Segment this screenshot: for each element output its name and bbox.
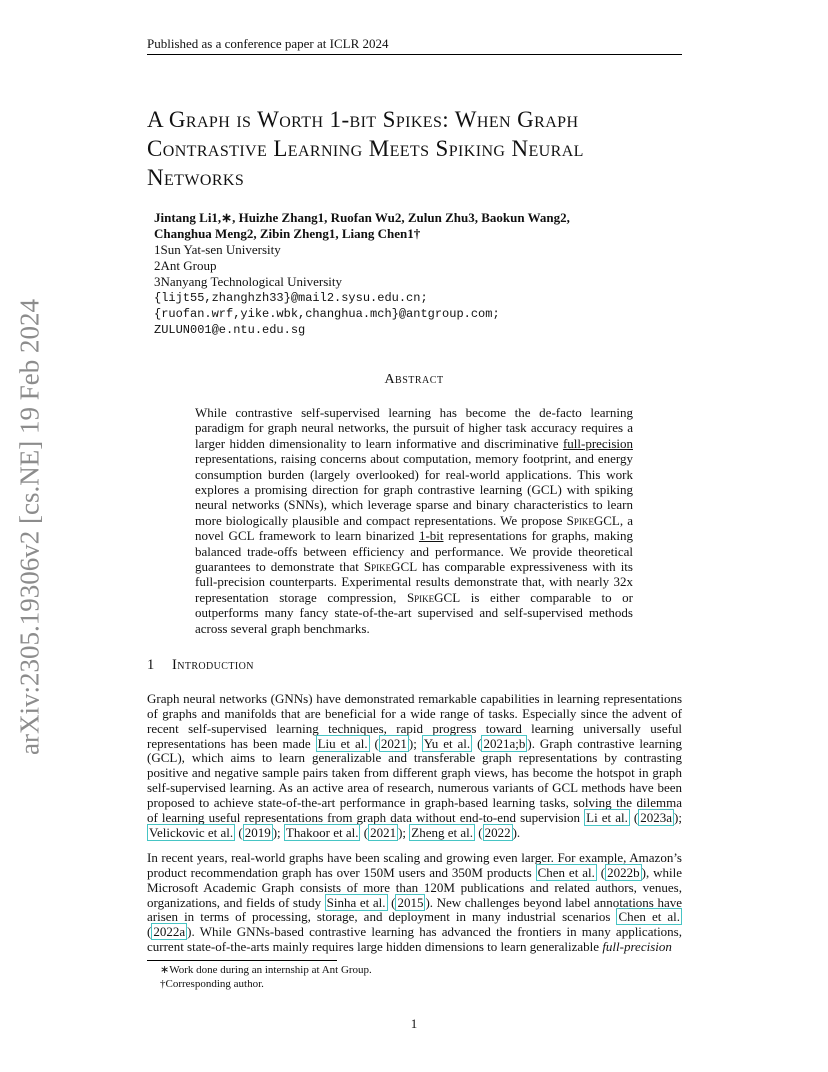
title-line: Contrastive Learning Meets Spiking Neural <box>147 136 584 161</box>
citation-link[interactable]: 2021 <box>370 824 397 840</box>
author-line: Jintang Li1,∗, Huizhe Zhang1, Ruofan Wu2, Zulun Zhu3, Baokun Wang2, <box>154 210 570 225</box>
running-header: Published as a conference paper at ICLR 2024 <box>147 36 389 51</box>
title-line: A Graph is Worth 1-bit Spikes: When Graph <box>147 107 579 132</box>
citation-link[interactable]: Thakoor et al. <box>285 824 359 840</box>
arxiv-sidebar <box>0 0 60 1072</box>
author-line: Changhua Meng2, Zibin Zheng1, Liang Chen1† <box>154 226 421 241</box>
footnote: †Corresponding author. <box>160 978 264 990</box>
citation-link[interactable]: 2015 <box>397 894 424 910</box>
citation-link[interactable]: Chen et al. <box>537 864 595 880</box>
abstract-heading: Abstract <box>384 372 444 387</box>
method-name: SpikeGCL <box>406 589 461 605</box>
abstract-text: While contrastive self-supervised learning has become the de-facto learning paradigm for graph neural networks, the pursuit of higher task accuracy requires a larger hidden dimensionality to learn informative and discriminative full-precision representations, raising concerns about computation, memory footprint, and energy consumption burden (largely overlooked) for real-world applications. This work explores a promising direction for graph contrastive learning (GCL) with spiking neural networks (SNNs), which leverage sparse and binary characteristics to learn more biologically plausible and compact representations. We propose SpikeGCL, a novel GCL framework to learn binarized 1-bit representations for graphs, making balanced trade-offs between efficiency and performance. We provide theoretical guarantees to demonstrate that SpikeGCL has comparable expressiveness with its full-precision counterparts. Experimental results demonstrate that, with nearly 32x representation storage compression, SpikeGCL is either comparable to or outperforms many fancy state-of-the-art supervised and self-supervised methods across several graph benchmarks. <box>195 405 633 636</box>
section-title: Introduction <box>172 657 254 673</box>
citation-link[interactable]: Liu et al. <box>317 735 368 751</box>
citation-link[interactable]: 2023a <box>640 809 673 825</box>
author-block <box>154 210 684 338</box>
section-number: 1 <box>147 657 155 673</box>
citation-link[interactable]: 2022a <box>153 924 186 940</box>
page-number: 1 <box>410 1016 418 1031</box>
citation-link[interactable]: Li et al. <box>586 809 628 825</box>
citation-link[interactable]: 2022 <box>484 824 511 840</box>
title-line: Networks <box>147 165 245 190</box>
affiliation: 3Nanyang Technological University <box>154 274 343 289</box>
affiliation: 1Sun Yat-sen University <box>154 242 281 257</box>
underlined-term: 1-bit <box>418 528 444 544</box>
footnote-rule <box>147 960 337 961</box>
emphasis: full-precision <box>602 939 672 955</box>
footnote: ∗Work done during an internship at Ant Group. <box>160 964 372 976</box>
email-line[interactable]: {lijt55,zhanghzh33}@mail2.sysu.edu.cn; <box>154 291 428 305</box>
citation-link[interactable]: Zheng et al. <box>411 824 473 840</box>
body-paragraph: Graph neural networks (GNNs) have demonstrated remarkable capabilities in learning representations of graphs and manifolds that are beneficial for a wide range of tasks. Especially since the advent of recent self-supervised learning techniques, rapid progress toward learning universally useful representations has been made Liu et al. ( 2021 ); Yu et al. ( 2021a;b ). Graph contrastive learning (GCL), which aims to learn generalizable and transferable graph representations by contrasting positive and negative sample pairs taken from different graph views, has become the hotspot in graph self-supervised learning. As an active area of research, numerous variants of GCL methods have been proposed to achieve state-of-the-art performance in graph-based learning tasks, solving the dilemma of learning useful representations from graph data without end-to-end supervision Li et al. ( 2023a ); Velickovic et al. ( 2019 ); Thakoor et al. ( 2021 ); Zheng et al. ( 2022 ). <box>147 691 682 840</box>
header-rule <box>147 54 682 55</box>
arxiv-identifier: arXiv:2305.19306v2 [cs.NE] 19 Feb 2024 <box>14 299 45 755</box>
method-name: SpikeGCL <box>566 512 620 528</box>
underlined-term: full-precision <box>562 435 633 451</box>
body-paragraph: In recent years, real-world graphs have been scaling and growing even larger. For example, Amazon’s product recommendation graph has over 150M users and 350M products Chen et al. ( 2022b ), while Microsoft Academic Graph consists of more than 120M publications and related authors, venues, organizations, and fields of study Sinha et al. ( 2015 ). New challenges beyond label annotations have arisen in terms of processing, storage, and deployment in many industrial scenarios Chen et al. ( 2022a ). While GNNs-based contrastive learning has advanced the frontiers in many applications, current state-of-the-arts mainly requires large hidden dimensions to learn generalizable full-precision <box>147 850 682 955</box>
citation-link[interactable]: Sinha et al. <box>326 894 386 910</box>
citation-link[interactable]: 2019 <box>244 824 271 840</box>
section-heading <box>147 657 254 674</box>
citation-link[interactable]: 2022b <box>607 864 640 880</box>
citation-link[interactable]: 2021 <box>380 735 407 751</box>
citation-link[interactable]: Chen et al. <box>618 909 680 925</box>
method-name: SpikeGCL <box>363 559 418 575</box>
paper-title <box>147 105 692 192</box>
citation-link[interactable]: Yu et al. <box>423 735 471 751</box>
email-line[interactable]: ZULUN001@e.ntu.edu.sg <box>154 323 306 337</box>
email-line[interactable]: {ruofan.wrf,yike.wbk,changhua.mch}@antgroup.com; <box>154 307 500 321</box>
citation-link[interactable]: Velickovic et al. <box>149 824 234 840</box>
citation-link[interactable]: 2021a;b <box>483 735 526 751</box>
affiliation: 2Ant Group <box>154 258 217 273</box>
